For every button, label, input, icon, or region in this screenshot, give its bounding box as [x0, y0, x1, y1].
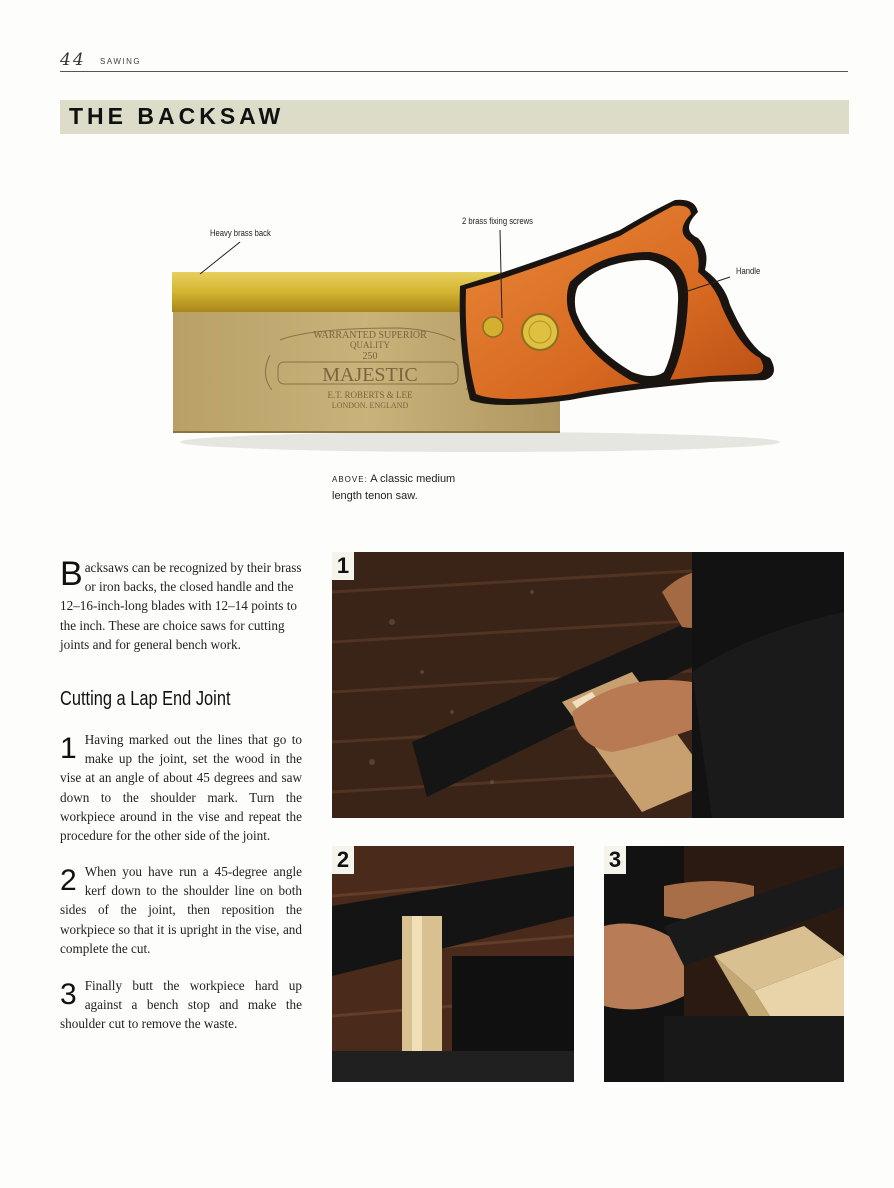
intro-paragraph: [60, 555, 302, 654]
caption-label: ABOVE:: [332, 475, 368, 484]
photo-sawing-45-degree-icon: [332, 552, 844, 818]
label-fixing-screws: 2 brass fixing screws: [462, 216, 534, 226]
etch-place: LONDON. ENGLAND: [331, 401, 409, 410]
label-brass-back: Heavy brass back: [210, 228, 271, 238]
page-number: 44: [60, 50, 86, 70]
image-caption: [332, 471, 482, 505]
etch-line1: WARRANTED SUPERIOR: [313, 330, 427, 341]
photo-number: 3: [604, 846, 626, 874]
photo-number: 1: [332, 552, 354, 580]
label-handle: Handle: [736, 266, 761, 276]
step-number: 1: [60, 732, 77, 765]
step-2: [60, 862, 302, 958]
section-name: SAWING: [100, 57, 142, 66]
photo-step-1: [332, 552, 844, 818]
saw-illustration: [150, 190, 830, 470]
etch-line3: 250: [362, 351, 378, 362]
drop-cap: B: [60, 555, 83, 593]
step-text: Having marked out the lines that go to make up the joint, set the wood in the vise at an angle of about 45 degrees and saw down to the shoulder mark. Turn the workpiece around in the vise and repeat the procedure for the other side of the joint.: [60, 732, 302, 844]
step-number: 3: [60, 978, 77, 1011]
step-text: Finally butt the workpiece hard up against a bench stop and make the shoulder cut to remove the waste.: [60, 978, 302, 1032]
photo-step-3: [604, 846, 844, 1082]
step-1: [60, 730, 302, 845]
photo-number: 2: [332, 846, 354, 874]
step-number: 2: [60, 864, 77, 897]
etch-brand: MAJESTIC: [322, 364, 418, 386]
section-subheading: Cutting a Lap End Joint: [60, 688, 231, 710]
photo-shoulder-cut-icon: [604, 846, 844, 1082]
intro-text: acksaws can be recognized by their brass or iron backs, the closed handle and the 12–16-inch-long blades with 12–14 points to the inch. These are choice saws for cutting joints and for general bench work.: [60, 560, 302, 652]
etch-maker: E.T. ROBERTS & LEE: [327, 390, 413, 400]
page-title: THE BACKSAW: [69, 103, 285, 129]
page-header: [60, 50, 848, 72]
step-text: When you have run a 45-degree angle kerf down to the shoulder line on both sides of the joint, then reposition the workpiece so that it is upright in the vise, and complete the cut.: [60, 864, 302, 956]
caption-text: A classic medium length tenon saw.: [332, 473, 456, 502]
title-bar: [60, 100, 849, 134]
step-3: [60, 976, 302, 1034]
photo-step-2: [332, 846, 574, 1082]
etch-line2: QUALITY: [350, 340, 390, 350]
photo-upright-cut-icon: [332, 846, 574, 1082]
